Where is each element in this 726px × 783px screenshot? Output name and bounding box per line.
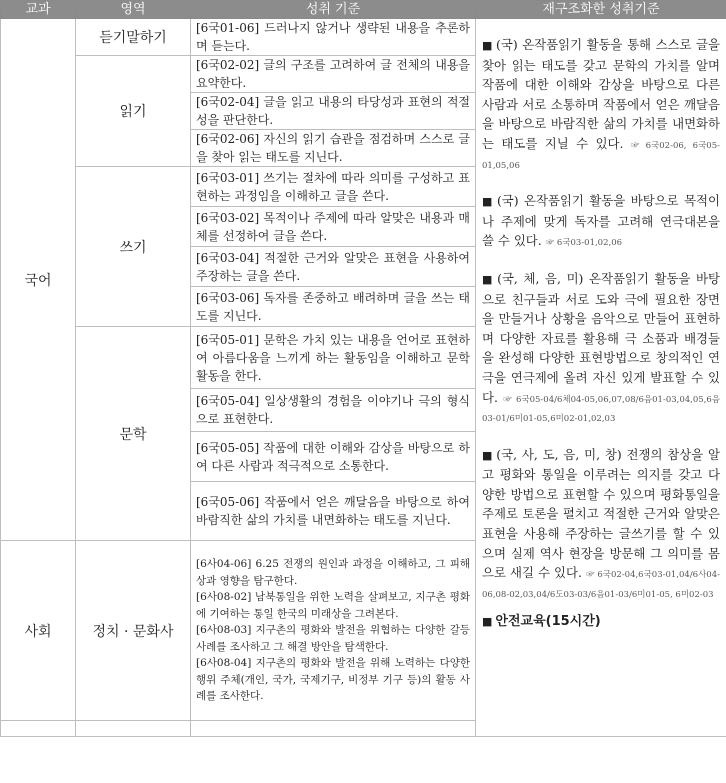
recon-text-1: (국) 온작품읽기 활동을 통해 스스로 글을 찾아 읽는 태도를 갖고 문학의 가치를 알며 작품에 대한 이해와 감상을 바탕으로 다른 사람과 서로 소통하며 작품에서 얻은 깨달음을 바탕으로 바람직한 삶의 가치를 내면화하는 태도를 지닐 수 있다. xyxy=(482,37,720,151)
standard-cell: [6국03-02] 목적이나 주제에 따라 알맞은 내용과 매체를 선정하여 글을 쓴다. xyxy=(191,207,476,247)
bullet-icon: ■ xyxy=(482,448,494,462)
subject-korean: 국어 xyxy=(1,19,76,541)
standard-cell: [6국03-04] 적절한 근거와 알맞은 표현을 사용하여 주장하는 글을 쓴다. xyxy=(191,247,476,287)
bullet-icon: ■ xyxy=(482,195,494,209)
bullet-icon: ■ xyxy=(482,272,495,286)
area-literature: 문학 xyxy=(76,327,191,541)
recon-ref-1: ☞ 6국02-06, 6국05-01,05,06 xyxy=(482,140,720,171)
empty-cell xyxy=(1,721,76,737)
recon-ref-3: ☞ 6국05-04/6체04-05,06,07,08/6음01-03,04,05,6음03-01/6미01-05,6미02-01,02,03 xyxy=(482,394,720,425)
subject-social: 사회 xyxy=(1,541,76,721)
empty-cell xyxy=(191,721,476,737)
social-standard-3: [6사08-03] 지구촌의 평화와 발전을 위협하는 다양한 갈등 사례를 조사하고 그 해결 방안을 탐색한다. xyxy=(196,624,470,653)
safety-education xyxy=(482,612,720,632)
header-area: 영역 xyxy=(76,1,191,19)
standard-cell: [6국03-01] 쓰기는 절차에 따라 의미를 구성하고 표현하는 과정임을 이해하고 글을 쓴다. xyxy=(191,167,476,207)
social-standard-2: [6사08-02] 남북통일을 위한 노력을 살펴보고, 지구촌 평화에 기여하는 통일 한국의 미래상을 그려본다. xyxy=(196,591,470,620)
social-standards-cell xyxy=(191,541,476,721)
table-row xyxy=(1,19,726,56)
recon-item-4 xyxy=(482,445,720,603)
bullet-icon: ■ xyxy=(482,39,494,52)
area-reading: 읽기 xyxy=(76,56,191,167)
recon-ref-2: ☞ 6국03-01,02,06 xyxy=(545,238,623,249)
header-reconstructed: 재구조화한 성취기준 xyxy=(476,1,726,19)
standard-cell: [6국05-01] 문학은 가치 있는 내용을 언어로 표현하여 아름다움을 느끼게 하는 활동임을 이해하고 문학 활동을 한다. xyxy=(191,327,476,389)
recon-text-2: (국) 온작품읽기 활동을 바탕으로 목적이나 주제에 맞게 독자를 고려해 연극대본을 쓸 수 있다. xyxy=(482,193,720,249)
empty-cell xyxy=(76,721,191,737)
recon-text-3: (국, 체, 음, 미) 온작품읽기 활동을 바탕으로 친구들과 서로 도와 극에 필요한 장면을 만들거나 상황을 음악으로 만들어 표현하며 다양한 자료를 활용해 극 소품과 배경들을 완성해 다양한 표현방법으로 창의적인 연극을 연극제에 올려 자신 있게 발표할 수 있다. xyxy=(482,270,721,405)
recon-item-1 xyxy=(482,35,720,173)
standard-cell: [6국02-04] 글을 읽고 내용의 타당성과 표현의 적절성을 판단한다. xyxy=(191,93,476,130)
standard-cell: [6국01-06] 드러나지 않거나 생략된 내용을 추론하며 듣는다. xyxy=(191,19,476,56)
reconstructed-standards xyxy=(476,19,726,737)
area-writing: 쓰기 xyxy=(76,167,191,327)
bullet-icon: ■ xyxy=(482,615,493,629)
header-standards: 성취 기준 xyxy=(191,1,476,19)
area-politics-culture-history: 정치 · 문화사 xyxy=(76,541,191,721)
standard-cell: [6국02-02] 글의 구조를 고려하여 글 전체의 내용을 요약한다. xyxy=(191,56,476,93)
standard-cell: [6국02-06] 자신의 읽기 습관을 점검하며 스스로 글을 찾아 읽는 태도를 지닌다. xyxy=(191,130,476,167)
social-standard-1: [6사04-06] 6.25 전쟁의 원인과 과정을 이해하고, 그 피해상과 영향을 탐구한다. xyxy=(196,558,470,587)
standard-cell: [6국05-05] 작품에 대한 이해와 감상을 바탕으로 하여 다른 사람과 적극적으로 소통한다. xyxy=(191,432,476,482)
standard-cell: [6국05-04] 일상생활의 경험을 이야기나 극의 형식으로 표현한다. xyxy=(191,389,476,432)
recon-item-3 xyxy=(482,269,720,427)
recon-ref-4: ☞ 6국02-04,6국03-01,04/6사04-06,08-02,03,04/6도03-03/6음01-03/6미01-05, 6미02-03 xyxy=(482,570,720,600)
recon-item-2 xyxy=(482,191,720,251)
standard-cell: [6국03-06] 독자를 존중하고 배려하며 글을 쓰는 태도를 지닌다. xyxy=(191,287,476,327)
safety-text: 안전교육(15시간) xyxy=(495,614,601,630)
recon-text-4: (국, 사, 도, 음, 미, 창) 전쟁의 참상을 알고 평화와 통일을 이루려는 의지를 갖고 다양한 방법으로 표현할 수 있으며 평화통일을 주제로 토론을 펼치고 적절한 근거와 알맞은 표현을 사용해 주장하는 글쓰기를 할 수 있으며 실제 역사 현장을 방문해 그 의미를 몸으로 새길 수 있다. xyxy=(482,446,720,581)
header-subject: 교과 xyxy=(1,1,76,19)
area-listening: 듣기말하기 xyxy=(76,19,191,56)
header-row xyxy=(1,1,726,19)
standard-cell: [6국05-06] 작품에서 얻은 깨달음을 바탕으로 하여 바람직한 삶의 가치를 내면화하는 태도를 지닌다. xyxy=(191,482,476,541)
social-standard-4: [6사08-04] 지구촌의 평화와 발전을 위해 노력하는 다양한 행위 주체(개인, 국가, 국제기구, 비정부 기구 등)의 활동 사례를 조사한다. xyxy=(196,657,470,703)
